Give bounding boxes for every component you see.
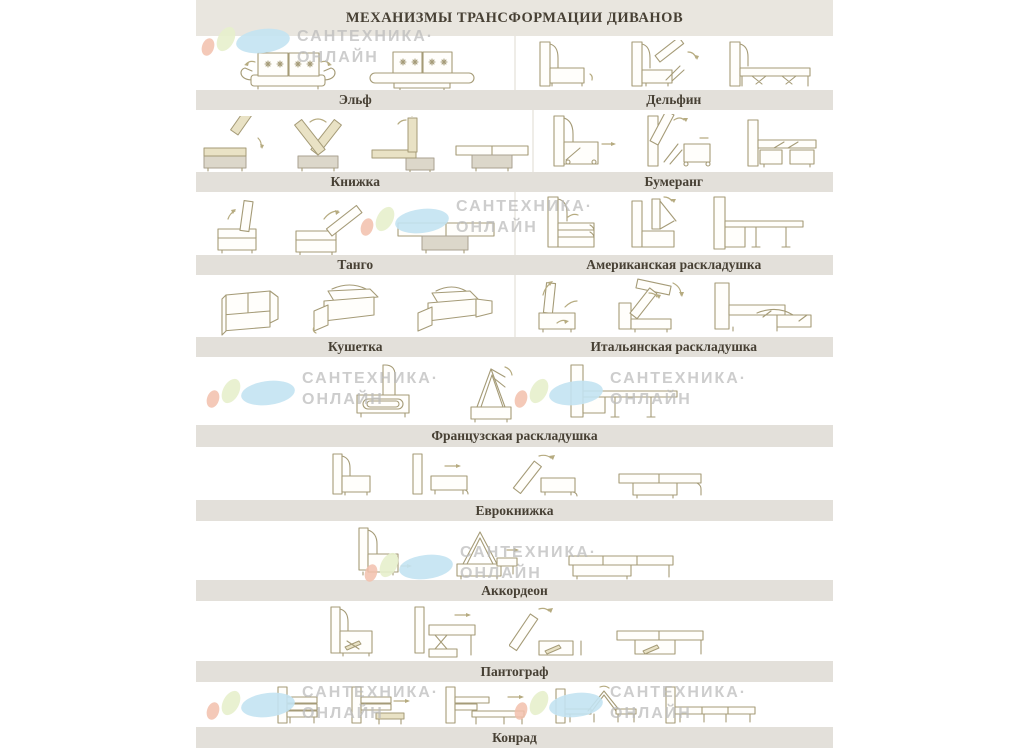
elf-illustrations xyxy=(196,44,514,90)
watermark-text: САНТЕХНИКА· ОНЛАЙН xyxy=(456,198,594,236)
konrad-stage-3-icon xyxy=(442,685,532,727)
watermark-text: САНТЕХНИКА· ОНЛАЙН xyxy=(302,370,440,408)
row-knizhka-bumerang-illustrations xyxy=(196,110,833,172)
evroknizhka-stage-1-icon xyxy=(323,452,379,500)
mechanism-label-knizhka: Книжка xyxy=(330,174,380,189)
kushetka-stage-1-icon xyxy=(212,281,286,337)
konrad-stage-2-icon xyxy=(346,685,424,727)
pantograf-illustrations xyxy=(196,605,833,661)
row-akkordeon-illustrations xyxy=(196,521,833,580)
mechanism-label-konrad: Конрад xyxy=(492,729,537,745)
american-illustrations xyxy=(516,195,834,255)
mechanism-label-tango: Танго xyxy=(337,257,374,272)
delfin-stage-3-icon xyxy=(722,40,818,90)
row-evroknizhka-illustrations xyxy=(196,447,833,500)
italian-stage-2-icon xyxy=(609,277,691,337)
row-konrad-label xyxy=(196,727,833,748)
mechanism-label-french: Французская раскладушка xyxy=(431,428,598,443)
pantograf-stage-4-icon xyxy=(613,605,709,661)
tango-stage-1-icon xyxy=(212,197,266,255)
pantograf-stage-3-icon xyxy=(509,605,589,661)
knizhka-illustrations xyxy=(196,114,532,172)
kushetka-illustrations xyxy=(196,281,514,337)
mechanism-label-delfin: Дельфин xyxy=(646,92,702,107)
tango-illustrations xyxy=(196,197,514,255)
tango-stage-2-icon xyxy=(288,197,372,255)
delfin-illustrations xyxy=(516,40,834,90)
mechanism-label-pantograf: Пантограф xyxy=(480,663,549,679)
italian-stage-1-icon xyxy=(531,277,593,337)
akkordeon-stage-2-icon xyxy=(447,526,531,580)
row-french-illustrations xyxy=(196,357,833,425)
mechanisms-table xyxy=(196,0,833,748)
row-french-label xyxy=(196,425,833,447)
row-konrad-illustrations xyxy=(196,682,833,727)
tango-stage-3-icon xyxy=(394,197,498,255)
akkordeon-stage-1-icon xyxy=(349,526,413,580)
row-tango-american-illustrations xyxy=(196,192,833,255)
elf-stage-1-sofa-icon xyxy=(232,44,344,90)
bumerang-stage-3-icon xyxy=(740,114,824,172)
kushetka-stage-3-icon xyxy=(410,281,498,337)
french-illustrations xyxy=(196,363,833,425)
konrad-stage-5-icon xyxy=(660,685,760,727)
american-stage-2-icon xyxy=(624,195,690,255)
konrad-illustrations xyxy=(196,685,833,727)
american-stage-1-icon xyxy=(540,195,606,255)
row-elf-delfin-labels xyxy=(196,90,833,110)
kushetka-stage-2-icon xyxy=(304,281,392,337)
row-evroknizhka-label xyxy=(196,500,833,521)
mechanism-label-american: Американская раскладушка xyxy=(586,257,762,272)
page-title: МЕХАНИЗМЫ ТРАНСФОРМАЦИИ ДИВАНОВ xyxy=(196,0,833,36)
bumerang-illustrations xyxy=(534,114,833,172)
watermark-text: САНТЕХНИКА· ОНЛАЙН xyxy=(297,28,435,66)
konrad-stage-4-icon xyxy=(550,685,642,727)
mechanism-label-bumerang: Бумеранг xyxy=(644,174,703,189)
mechanism-label-evroknizhka: Еврокнижка xyxy=(475,502,554,518)
watermark-text: САНТЕХНИКА· ОНЛАЙН xyxy=(302,684,440,722)
mechanism-label-kushetka: Кушетка xyxy=(327,339,383,354)
evroknizhka-illustrations xyxy=(196,452,833,500)
delfin-stage-1-icon xyxy=(530,40,608,90)
mechanism-label-elf: Эльф xyxy=(338,92,372,107)
akkordeon-illustrations xyxy=(196,526,833,580)
knizhka-stage-1-icon xyxy=(196,116,268,172)
italian-stage-3-icon xyxy=(707,277,817,337)
bumerang-stage-1-icon xyxy=(544,114,624,172)
evroknizhka-stage-4-icon xyxy=(615,452,707,500)
row-elf-delfin-illustrations xyxy=(196,36,833,90)
row-pantograf-label xyxy=(196,661,833,682)
american-stage-3-icon xyxy=(708,195,808,255)
french-stage-1-icon xyxy=(347,363,421,425)
evroknizhka-stage-2-icon xyxy=(405,452,485,500)
row-pantograf-illustrations xyxy=(196,601,833,661)
row-tango-american-labels xyxy=(196,255,833,275)
knizhka-stage-4-icon xyxy=(452,116,532,172)
french-stage-3-icon xyxy=(563,363,683,425)
row-kushetka-italian-labels xyxy=(196,337,833,357)
mechanism-label-akkordeon: Аккордеон xyxy=(481,582,548,598)
mechanism-label-italian: Итальянская раскладушка xyxy=(590,339,758,354)
elf-stage-2-sofa-icon xyxy=(366,44,478,90)
row-knizhka-bumerang-labels xyxy=(196,172,833,192)
row-kushetka-italian-illustrations xyxy=(196,275,833,337)
akkordeon-stage-3-icon xyxy=(565,526,681,580)
watermark-text: САНТЕХНИКА· ОНЛАЙН xyxy=(610,370,748,408)
knizhka-stage-2-icon xyxy=(280,114,356,172)
delfin-stage-2-icon xyxy=(622,40,708,90)
bumerang-stage-2-icon xyxy=(640,114,724,172)
french-stage-2-icon xyxy=(461,363,523,425)
konrad-stage-1-icon xyxy=(270,685,328,727)
row-akkordeon-label xyxy=(196,580,833,601)
italian-illustrations xyxy=(516,277,834,337)
watermark-text: САНТЕХНИКА· ОНЛАЙН xyxy=(460,544,598,582)
evroknizhka-stage-3-icon xyxy=(511,452,589,500)
pantograf-stage-2-icon xyxy=(407,605,485,661)
pantograf-stage-1-icon xyxy=(321,605,383,661)
knizhka-stage-3-icon xyxy=(368,116,440,172)
watermark-text: САНТЕХНИКА· ОНЛАЙН xyxy=(610,684,748,722)
